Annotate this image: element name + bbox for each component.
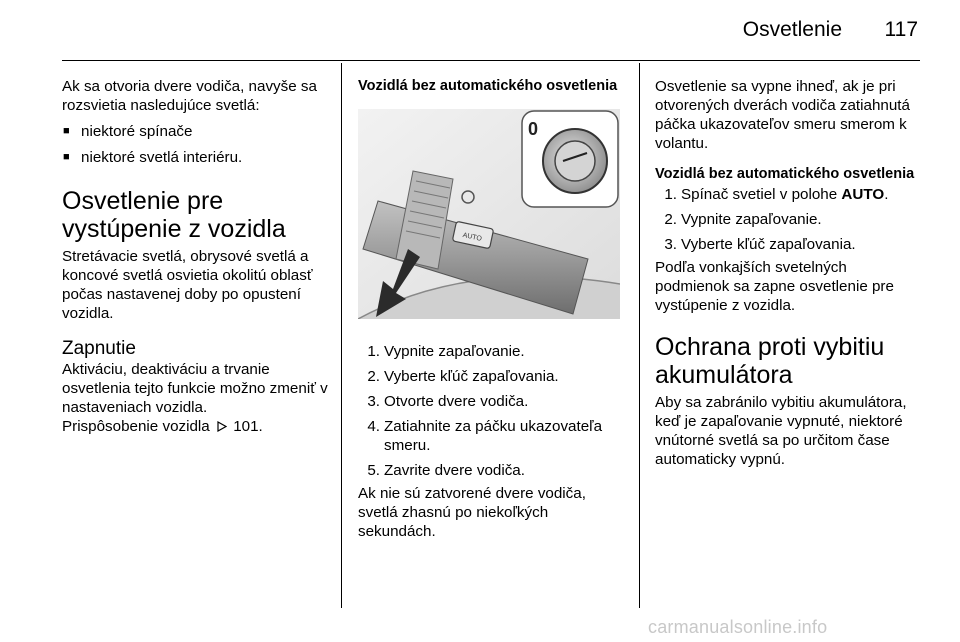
list-item: 2. Vyberte kľúč zapaľovania. bbox=[367, 368, 559, 385]
list-item: 5. Zavrite dvere vodiča. bbox=[367, 462, 525, 479]
no-auto-lighting-heading: Vozidlá bez automatického osvetlenia bbox=[358, 78, 618, 94]
header-rule bbox=[62, 60, 920, 61]
column-divider-2 bbox=[639, 63, 640, 608]
switch-position-label: 0 bbox=[528, 119, 539, 139]
column-3 bbox=[655, 77, 923, 469]
door-note-text: Ak nie sú zatvorené dvere vodiča, svetlá zhasnú po niekoľkých sekundách. bbox=[358, 485, 586, 540]
battery-protection-heading: Ochrana proti vybitiu akumulátora bbox=[655, 333, 885, 389]
list-item: 3. Otvorte dvere vodiča. bbox=[367, 393, 529, 410]
triangle-right-outline-icon bbox=[217, 421, 227, 432]
bullet-square-icon: ■ bbox=[63, 125, 70, 137]
list-item: 3. Vyberte kľúč zapaľovania. bbox=[664, 236, 856, 253]
auto-keyword: AUTO bbox=[841, 186, 885, 203]
list-item: 1. Spínač svetiel v polohe AUTO. bbox=[664, 186, 889, 203]
reference-page: 101. bbox=[233, 418, 263, 435]
exit-lighting-heading: Osvetlenie pre vystúpenie z vozidla bbox=[62, 187, 286, 243]
page-number: 117 bbox=[884, 18, 918, 41]
door-intro-text: Ak sa otvoria dvere vodiča, navyše sa rozsvietia nasledujúce svetlá: bbox=[62, 78, 317, 114]
turn-off-intro-text: Osvetlenie sa vypne ihneď, ak je pri otvorených dverách vodiča zatiahnutá páčka ukazovateľov smeru smerom k volantu. bbox=[655, 78, 910, 152]
list-item: 4. Zatiahnite za páčku ukazovateľa smeru. bbox=[367, 418, 603, 454]
no-auto-lighting-heading-2: Vozidlá bez automatického osvetlenia bbox=[655, 166, 915, 182]
exit-lighting-condition-text: Podľa vonkajších svetelných podmienok sa zapne osvetlenie pre vystúpenie z vozidla. bbox=[655, 259, 894, 314]
column-2 bbox=[358, 77, 626, 541]
turn-signal-lever-illustration bbox=[358, 109, 620, 319]
list-item: ■ niektoré spínače bbox=[63, 123, 193, 140]
activation-text: Aktiváciu, deaktiváciu a trvanie osvetlenia tejto funkcie možno zmeniť v nastaveniach vozidla. bbox=[62, 361, 328, 416]
exit-lighting-text: Stretávacie svetlá, obrysové svetlá a koncové svetlá osvietia okolitú oblasť počas nastavenej doby po opustení vozidla. bbox=[62, 248, 313, 322]
column-divider-1 bbox=[341, 63, 342, 608]
battery-protection-text: Aby sa zabránilo vybitiu akumulátora, keď je zapaľovanie vypnuté, niektoré vnútorné svetlá sa po určitom čase automaticky vypnú. bbox=[655, 394, 907, 468]
activation-heading: Zapnutie bbox=[62, 338, 136, 359]
column-1 bbox=[62, 77, 334, 436]
list-item: ■ niektoré svetlá interiéru. bbox=[63, 149, 243, 166]
auto-button-label: AUTO bbox=[461, 231, 483, 243]
list-item: 2. Vypnite zapaľovanie. bbox=[664, 211, 822, 228]
header-title: Osvetlenie bbox=[742, 18, 842, 41]
reference-text: Prispôsobenie vozidla bbox=[62, 418, 210, 435]
watermark: carmanualsonline.info bbox=[648, 617, 828, 637]
bullet-square-icon: ■ bbox=[63, 151, 70, 163]
list-item: 1. Vypnite zapaľovanie. bbox=[367, 343, 525, 360]
reference-line bbox=[62, 417, 334, 436]
